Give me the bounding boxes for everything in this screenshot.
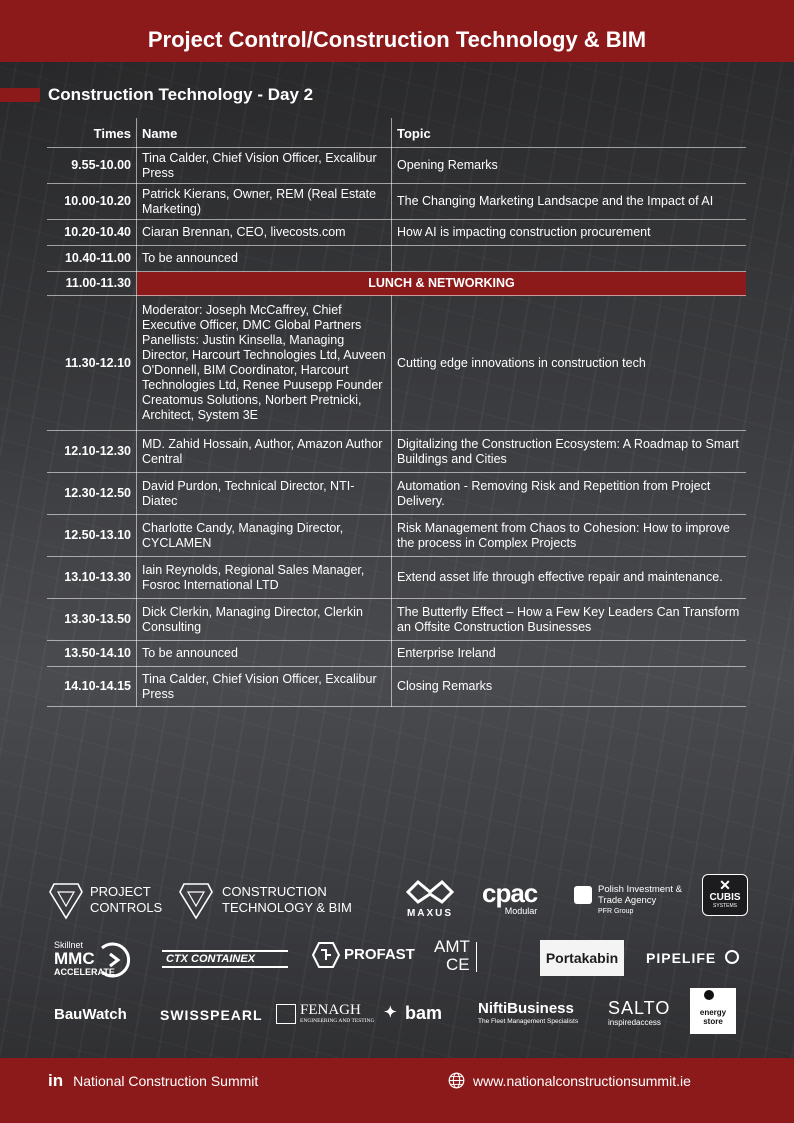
globe-icon (448, 1072, 465, 1089)
cell-time: 11.00-11.30 (47, 272, 137, 296)
containex-logo (162, 950, 288, 968)
cell-time: 14.10-14.15 (47, 667, 137, 707)
cell-speaker: Iain Reynolds, Regional Sales Manager, Fosroc International LTD (137, 557, 392, 599)
cell-time: 12.10-12.30 (47, 431, 137, 473)
cell-speaker: Tina Calder, Chief Vision Officer, Excalibur Press (137, 148, 392, 184)
cell-speaker: To be announced (137, 641, 392, 667)
cell-time: 10.00-10.20 (47, 184, 137, 220)
sponsor-logos (0, 872, 794, 1040)
cubis-logo (702, 874, 748, 916)
maxus-text: MAXUS (406, 908, 454, 919)
amtce-logo (434, 938, 470, 974)
cell-topic: Digitalizing the Construction Ecosystem: A Roadmap to Smart Buildings and Cities (392, 431, 747, 473)
bam-logo (384, 1002, 442, 1024)
table-row (47, 599, 746, 641)
maxus-logo (398, 878, 462, 919)
salto-subtext: inspiredaccess (608, 1018, 661, 1027)
footer-right (448, 1072, 691, 1090)
cell-topic: Enterprise Ireland (392, 641, 747, 667)
cell-speaker: Patrick Kierans, Owner, REM (Real Estate Marketing) (137, 184, 392, 220)
cell-topic: Risk Management from Chaos to Cohesion: How to improve the process in Complex Projects (392, 515, 747, 557)
table-row (47, 220, 746, 246)
cell-topic: The Changing Marketing Landsacpe and the Impact of AI (392, 184, 747, 220)
schedule-table (47, 118, 746, 707)
cpac-logo (482, 880, 537, 916)
cell-time: 13.10-13.30 (47, 557, 137, 599)
cell-time: 13.50-14.10 (47, 641, 137, 667)
cubis-x-icon: ✕ (719, 877, 731, 893)
footer-left (48, 1072, 258, 1090)
polish-agency-icon (574, 886, 592, 904)
fenagh-subtext: ENGINEERING AND TESTING (300, 1018, 375, 1024)
cubis-subtext: SYSTEMS (713, 903, 737, 909)
profast-text: PROFAST (344, 946, 415, 963)
construction-tech-text: CONSTRUCTION TECHNOLOGY & BIM (222, 884, 352, 915)
skillnet-mmc-logo (54, 940, 115, 977)
cell-time: 10.40-11.00 (47, 246, 137, 272)
cell-topic: Automation - Removing Risk and Repetition from Project Delivery. (392, 473, 747, 515)
nifti-logo (478, 1000, 578, 1026)
cell-topic: The Butterfly Effect – How a Few Key Leaders Can Transform an Offsite Construction Businesses (392, 599, 747, 641)
salto-logo (608, 998, 670, 1028)
table-row (47, 246, 746, 272)
cell-speaker: Dick Clerkin, Managing Director, Clerkin Consulting (137, 599, 392, 641)
table-row-lunch (47, 272, 746, 296)
nifti-text: NiftiBusiness (478, 1000, 574, 1017)
salto-text: SALTO (608, 998, 671, 1018)
table-row (47, 184, 746, 220)
maxus-icon (398, 878, 462, 908)
cell-time: 12.30-12.50 (47, 473, 137, 515)
polish-agency-text: Polish Investment & Trade Agency (598, 884, 682, 906)
cell-speaker: MD. Zahid Hossain, Author, Amazon Author Central (137, 431, 392, 473)
cell-topic (392, 246, 747, 272)
column-header-times: Times (47, 118, 137, 148)
footer-website-link[interactable]: www.nationalconstructionsummit.ie (473, 1073, 691, 1089)
bam-text: bam (405, 1003, 443, 1023)
cell-time: 11.30-12.10 (47, 296, 137, 431)
bauwatch-logo (54, 1006, 127, 1024)
linkedin-icon[interactable]: in (48, 1071, 64, 1090)
cell-time: 10.20-10.40 (47, 220, 137, 246)
energy-store-logo (690, 988, 736, 1034)
project-controls-text: PROJECT CONTROLS (90, 884, 163, 915)
amtce-text-b: CE (446, 955, 470, 974)
table-row (47, 296, 746, 431)
table-row (47, 473, 746, 515)
cell-topic: Opening Remarks (392, 148, 747, 184)
cell-speaker: To be announced (137, 246, 392, 272)
footer-summit-name: National Construction Summit (73, 1073, 259, 1089)
mmc-text: MMC (54, 949, 95, 968)
cell-time: 9.55-10.00 (47, 148, 137, 184)
cell-topic: Closing Remarks (392, 667, 747, 707)
accelerate-text: ACCELERATE (54, 967, 115, 977)
cell-topic: Extend asset life through effective repair and maintenance. (392, 557, 747, 599)
cell-lunch-banner: LUNCH & NETWORKING (137, 272, 747, 296)
column-header-topic: Topic (392, 118, 747, 148)
page-title: Project Control/Construction Technology & BIM (147, 27, 647, 52)
cpac-subtext: Modular (504, 906, 538, 916)
header-bar (0, 0, 794, 62)
table-row (47, 641, 746, 667)
pipelife-text: PIPELIFE (646, 950, 717, 966)
table-row (47, 515, 746, 557)
table-row (47, 557, 746, 599)
amtce-divider (476, 942, 523, 972)
portakabin-text: Portakabin (540, 940, 624, 976)
bauwatch-text: BauWatch (54, 1006, 127, 1023)
heading-accent-bar (0, 88, 40, 102)
cell-topic: How AI is impacting construction procurement (392, 220, 747, 246)
swisspearl-logo (160, 1006, 263, 1024)
pipelife-circle-icon (725, 950, 739, 964)
section-heading (0, 84, 794, 106)
cpac-text: cpac (482, 878, 538, 908)
bam-icon: ✦ (384, 1004, 397, 1021)
column-header-name: Name (137, 118, 392, 148)
table-row (47, 148, 746, 184)
project-controls-icon (48, 882, 84, 920)
nifti-subtext: The Fleet Management Specialists (478, 1018, 579, 1025)
table-row (47, 667, 746, 707)
mmc-arrow-icon (98, 942, 138, 978)
energy-store-text: energy store (699, 1008, 727, 1026)
swisspearl-text: SWISSPEARL (160, 1007, 263, 1023)
footer-bar (0, 1058, 794, 1123)
pipelife-logo (646, 950, 739, 968)
energy-store-dot-icon (704, 990, 714, 1000)
cell-speaker: Charlotte Candy, Managing Director, CYCLAMEN (137, 515, 392, 557)
cell-speaker: Tina Calder, Chief Vision Officer, Excalibur Press (137, 667, 392, 707)
portakabin-logo (540, 940, 624, 976)
skillnet-text: Skillnet (54, 940, 84, 950)
section-title: Construction Technology - Day 2 (48, 85, 314, 104)
construction-tech-icon (178, 882, 214, 920)
table-header-row (47, 118, 746, 148)
fenagh-text: FENAGH (300, 1002, 361, 1018)
cell-speaker: Ciaran Brennan, CEO, livecosts.com (137, 220, 392, 246)
cell-time: 12.50-13.10 (47, 515, 137, 557)
fenagh-icon (276, 1004, 296, 1024)
table-row (47, 431, 746, 473)
containex-text: CTX CONTAINEX (162, 950, 288, 968)
cell-topic: Cutting edge innovations in construction tech (392, 296, 747, 431)
cell-speaker: Moderator: Joseph McCaffrey, Chief Executive Officer, DMC Global Partners Panellists: Justin Kinsella, Managing Director, Harcourt Technologies Ltd, Auveen O'Donnell, BIM Coordinator, Harcourt Technologies Ltd, Renee Puusepp Founder Creatomus Solutions, Norbert Pretnicki, Architect, System 3E (137, 296, 392, 431)
cell-time: 13.30-13.50 (47, 599, 137, 641)
cell-speaker: David Purdon, Technical Director, NTI-Diatec (137, 473, 392, 515)
cubis-text: CUBIS (709, 892, 741, 903)
polish-agency-subtext: PFR Group (598, 908, 634, 915)
profast-icon (312, 942, 340, 968)
amtce-text-a: AMT (434, 937, 470, 956)
